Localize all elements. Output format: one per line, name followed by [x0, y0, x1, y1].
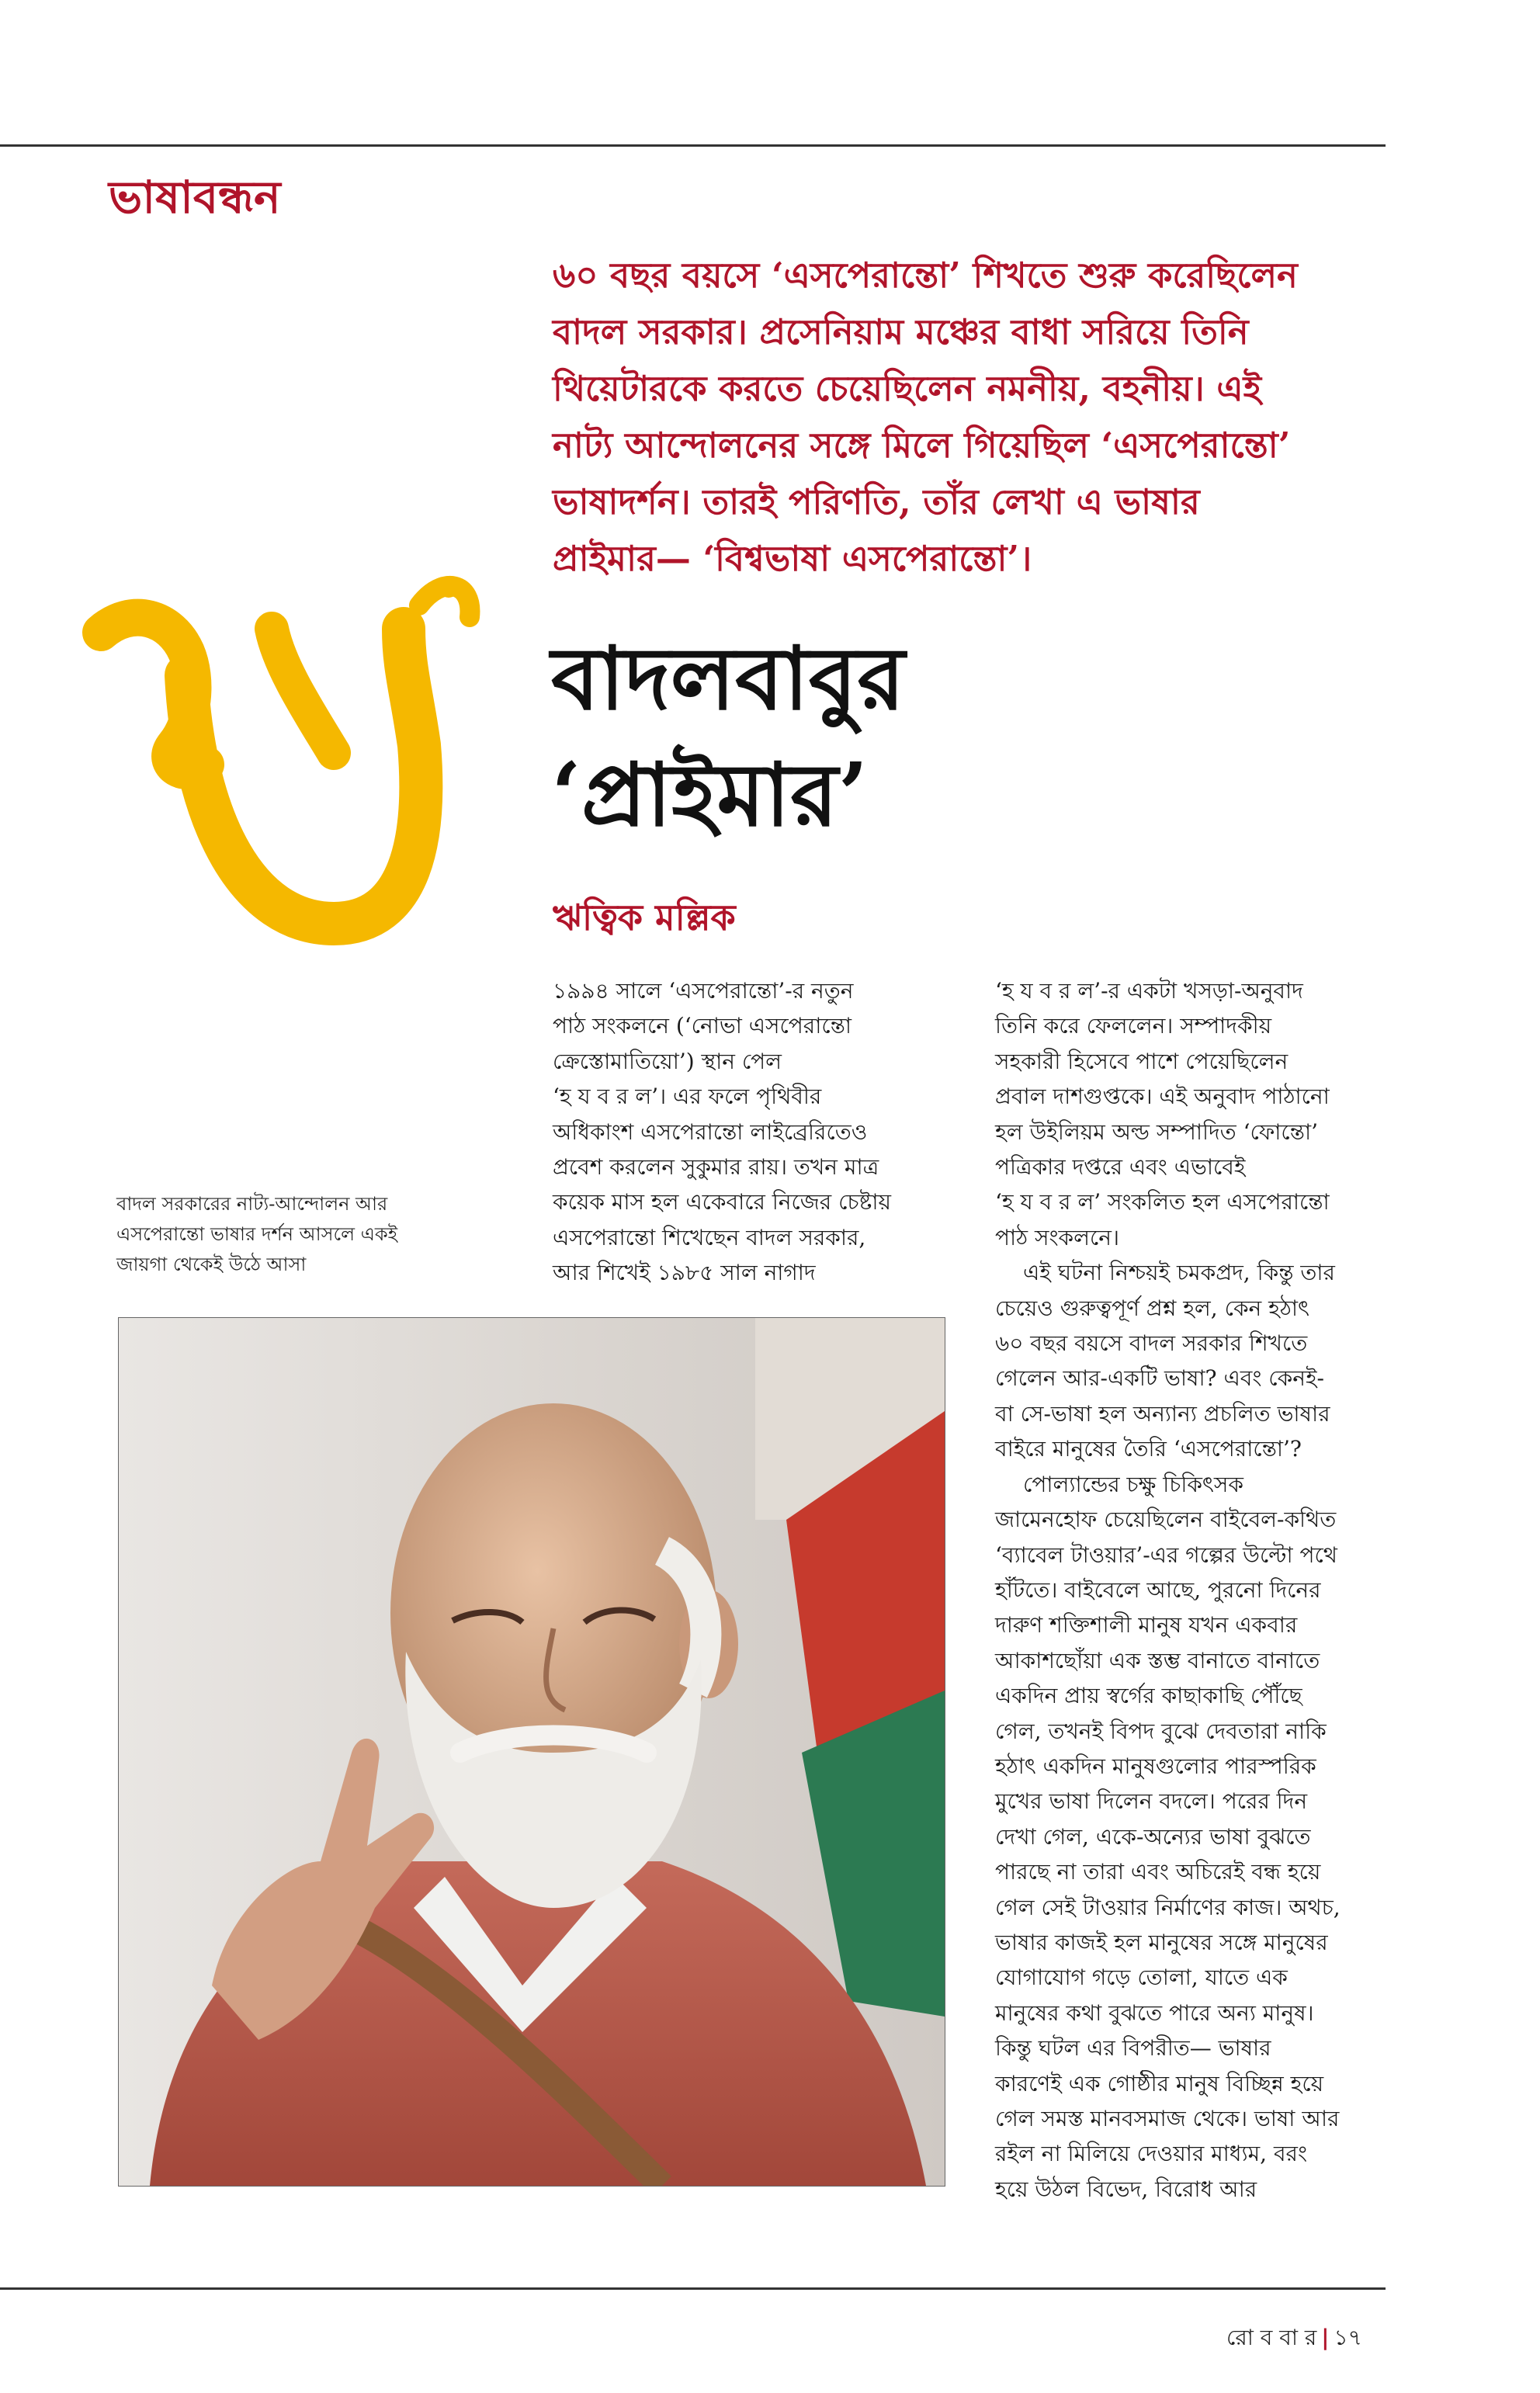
body-line: ‘হ য ব র ল’। এর ফলে পৃথিবীর [553, 1084, 822, 1110]
body-line: মুখের ভাষা দিলেন বদলে। পরের দিন [995, 1788, 1308, 1815]
body-line: পোল্যান্ডের চক্ষু চিকিৎসক [1023, 1471, 1243, 1497]
body-line: যোগাযোগ গড়ে তোলা, যাতে এক [995, 1965, 1288, 1991]
body-line: প্রবাল দাশগুপ্তকে। এই অনুবাদ পাঠানো [995, 1084, 1330, 1110]
decorative-letter-icon [78, 559, 481, 962]
caption-line: এসপেরান্তো ভাষার দর্শন আসলে একই [116, 1223, 398, 1245]
body-line: পত্রিকার দপ্তরে এবং এভাবেই [995, 1154, 1246, 1181]
body-line: হাঁটতে। বাইবেলে আছে, পুরনো দিনের [995, 1576, 1321, 1603]
body-line: অধিকাংশ এসপেরান্তো লাইব্রেরিতেও [553, 1118, 868, 1145]
body-line: ভাষার কাজই হল মানুষের সঙ্গে মানুষের [995, 1929, 1328, 1955]
folio [1226, 2321, 1362, 2357]
headline-line: ‘প্রাইমার’ [551, 744, 869, 846]
body-line: এই ঘটনা নিশ্চয়ই চমকপ্রদ, কিন্তু তার [1023, 1260, 1335, 1286]
body-line: পাঠ সংকলনে। [995, 1224, 1119, 1250]
body-line: হয়ে উঠল বিভেদ, বিরোধ আর [995, 2176, 1257, 2202]
body-line: কিন্তু ঘটল এর বিপরীত— ভাষার [995, 2035, 1271, 2062]
portrait-illustration-icon [119, 1318, 945, 2186]
body-column-2 [995, 973, 1414, 2207]
headline [551, 621, 905, 854]
page-number: ১৭ [1334, 2325, 1362, 2350]
caption-line: বাদল সরকারের নাট্য-আন্দোলন আর [116, 1193, 388, 1215]
body-line: আকাশছোঁয়া এক স্তম্ভ বানাতে বানাতে [995, 1647, 1320, 1673]
standfirst-line: ৬০ বছর বয়সে ‘এসপেরান্তো’ শিখতে শুরু করেছিলেন [553, 255, 1298, 296]
body-line: দারুণ শক্তিশালী মানুষ যখন একবার [995, 1612, 1298, 1639]
caption-line: জায়গা থেকেই উঠে আসা [116, 1254, 307, 1275]
body-line: ‘ব্যাবেল টাওয়ার’-এর গল্পের উল্টো পথে [995, 1542, 1337, 1568]
body-line: তিনি করে ফেললেন। সম্পাদকীয় [995, 1013, 1272, 1039]
standfirst [553, 247, 1375, 587]
standfirst-line: থিয়েটারকে করতে চেয়েছিলেন নমনীয়, বহনীয়। এই [553, 368, 1262, 409]
body-line: পাঠ সংকলনে (‘নোভা এসপেরান্তো [553, 1013, 852, 1039]
body-line: গেল, তখনই বিপদ বুঝে দেবতারা নাকি [995, 1718, 1327, 1744]
body-line: ১৯৯৪ সালে ‘এসপেরান্তো’-র নতুন [553, 978, 854, 1004]
body-line: জামেনহোফ চেয়েছিলেন বাইবেল-কথিত [995, 1507, 1337, 1533]
body-line: রইল না মিলিয়ে দেওয়ার মাধ্যম, বরং [995, 2141, 1307, 2167]
portrait-photo [118, 1317, 945, 2187]
body-line: ‘হ য ব র ল’ সংকলিত হল এসপেরান্তো [995, 1189, 1330, 1216]
body-line: এসপেরান্তো শিখেছেন বাদল সরকার, [553, 1224, 866, 1250]
body-line: কারণেই এক গোষ্ঠীর মানুষ বিচ্ছিন্ন হয়ে [995, 2070, 1324, 2096]
body-line: গেল সমস্ত মানবসমাজ থেকে। ভাষা আর [995, 2106, 1340, 2131]
standfirst-line: নাট্য আন্দোলনের সঙ্গে মিলে গিয়েছিল ‘এসপেরান্তো’ [553, 425, 1291, 466]
body-line: বা সে-ভাষা হল অন্যান্য প্রচলিত ভাষার [995, 1400, 1330, 1427]
body-line: গেলেন আর-একটি ভাষা? এবং কেনই- [995, 1365, 1324, 1392]
byline: ঋত্বিক মল্লিক [553, 897, 736, 938]
standfirst-line: প্রাইমার— ‘বিশ্বভাষা এসপেরান্তো’। [553, 538, 1032, 579]
top-rule [0, 144, 1386, 147]
bottom-rule [0, 2287, 1386, 2290]
body-line: বাইরে মানুষের তৈরি ‘এসপেরান্তো’? [995, 1436, 1302, 1462]
body-line: একদিন প্রায় স্বর্গের কাছাকাছি পৌঁছে [995, 1683, 1302, 1709]
body-line: ক্রেস্তোমাতিয়ো’) স্থান পেল [553, 1048, 782, 1074]
body-line: আর শিখেই ১৯৮৫ সাল নাগাদ [553, 1260, 816, 1286]
body-line: পারছে না তারা এবং অচিরেই বন্ধ হয়ে [995, 1859, 1321, 1885]
photo-caption [116, 1189, 497, 1280]
body-line: প্রবেশ করলেন সুকুমার রায়। তখন মাত্র [553, 1154, 879, 1181]
body-line: গেল সেই টাওয়ার নির্মাণের কাজ। অথচ, [995, 1894, 1341, 1920]
standfirst-line: বাদল সরকার। প্রসেনিয়াম মঞ্চের বাধা সরিয়ে তিনি [553, 311, 1249, 352]
body-line: দেখা গেল, একে-অন্যের ভাষা বুঝতে [995, 1823, 1311, 1850]
body-line: চেয়েও গুরুত্বপূর্ণ প্রশ্ন হল, কেন হঠাৎ [995, 1295, 1309, 1321]
body-line: হঠাৎ একদিন মানুষগুলোর পারস্পরিক [995, 1753, 1316, 1779]
headline-line: বাদলবাবুর [551, 628, 905, 730]
body-line: হল উইলিয়ম অল্ড সম্পাদিত ‘ফোন্তো’ [995, 1118, 1318, 1145]
body-column-1 [553, 973, 972, 1291]
publication-name: রো ব বা র [1226, 2325, 1317, 2350]
body-line: মানুষের কথা বুঝতে পারে অন্য মানুষ। [995, 1999, 1314, 2026]
folio-separator: | [1321, 2325, 1330, 2350]
body-line: ‘হ য ব র ল’-র একটা খসড়া-অনুবাদ [995, 978, 1303, 1004]
body-line: কয়েক মাস হল একেবারে নিজের চেষ্টায় [553, 1189, 891, 1216]
section-label: ভাষাবন্ধন [109, 171, 281, 224]
standfirst-line: ভাষাদর্শন। তারই পরিণতি, তাঁর লেখা এ ভাষার [553, 481, 1200, 522]
body-line: ৬০ বছর বয়সে বাদল সরকার শিখতে [995, 1330, 1308, 1357]
body-line: সহকারী হিসেবে পাশে পেয়েছিলেন [995, 1048, 1289, 1074]
